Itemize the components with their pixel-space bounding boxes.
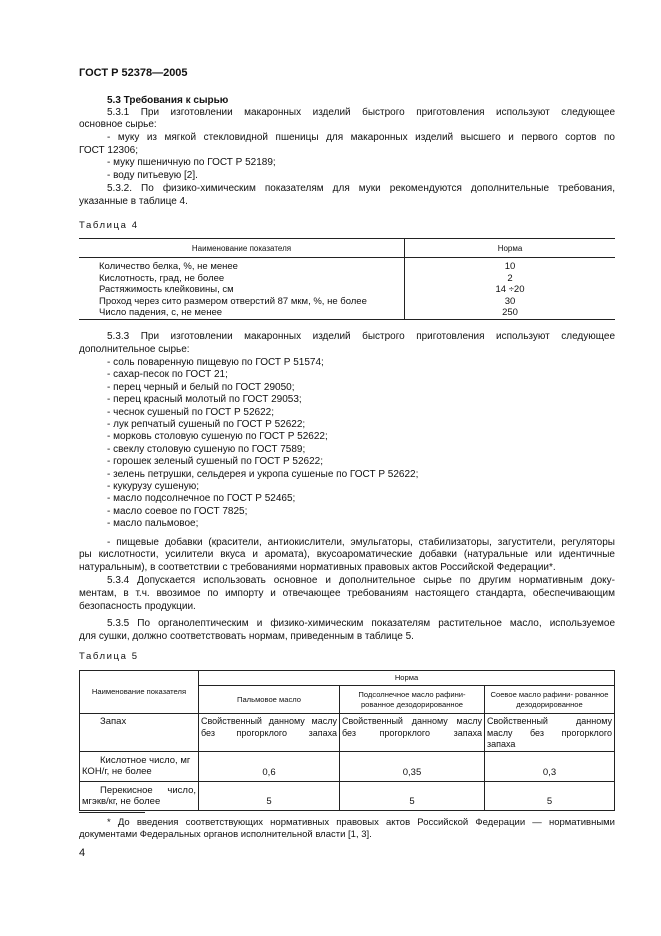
table-row [80, 751, 615, 781]
paragraph-5-3-1-line-1: 5.3.1 При изготовлении макаронных изделий быстрого приготовления используют следующее [107, 107, 615, 118]
table5-col-norm: Норма [199, 671, 615, 686]
table5-row-2-name: Кислотное число, мг КОН/г, не более [80, 751, 199, 781]
list-item: - перец красный молотый по ГОСТ 29053; [107, 394, 302, 406]
table4-col-name: Наименование показателя [79, 239, 405, 258]
list-item: - свеклу столовую сушеную по ГОСТ 7589; [107, 443, 306, 455]
table4-row-3-value: 14 ÷20 [495, 284, 525, 295]
table5-row-1-soy: Свойственный данному маслу без прогорклого запаха [485, 714, 615, 752]
paragraph-5-3-2-line-2: указанные в таблице 4. [79, 196, 188, 207]
raw-item-water: - воду питьевую [2]. [107, 170, 198, 181]
extra-raw-list [107, 357, 418, 531]
footnote-line-1: * До введения соответствующих нормативных правовых актов Российской Федерации — нормативными [107, 817, 615, 828]
paragraph-5-3-1-line-2: основное сырье: [79, 119, 157, 130]
table5-col-soy: Соевое масло рафини- рованное дезодорированное [485, 686, 615, 714]
additives-line-2: ры кислотности, усилители вкуса и аромата), вкусоароматические добавки (натуральные или идентичные [79, 549, 615, 560]
table4-col-norm: Норма [405, 239, 616, 258]
list-item: - зелень петрушки, сельдерея и укропа сушеные по ГОСТ Р 52622; [107, 468, 419, 480]
paragraph-5-3-2-line-1: 5.3.2. По физико-химическим показателям для муки рекомендуются дополнительные требования, [107, 183, 615, 194]
list-item: - лук репчатый сушеный по ГОСТ Р 52622; [107, 419, 306, 431]
table5-row-2-soy: 0,3 [485, 751, 615, 781]
table5-row-3-soy: 5 [485, 781, 615, 810]
paragraph-5-3-3-line-1: 5.3.3 При изготовлении макаронных изделий быстрого приготовления используют следующее [107, 331, 615, 342]
section-title: 5.3 Требования к сырью [107, 95, 229, 106]
list-item: - кукурузу сушеную; [107, 481, 200, 493]
table-5 [79, 670, 615, 811]
list-item: - масло подсолнечное по ГОСТ Р 52465; [107, 493, 296, 505]
table5-col-name: Наименование показателя [80, 671, 199, 714]
list-item: - масло соевое по ГОСТ 7825; [107, 505, 248, 517]
paragraph-5-3-4-line-3: безопасность продукции. [79, 601, 196, 612]
list-item: - чеснок сушеный по ГОСТ Р 52622; [107, 406, 274, 418]
raw-item-flour-cont: ГОСТ 12306; [79, 145, 138, 156]
table5-row-3-name: Перекисное число, мгэкв/кг, не более [80, 781, 199, 810]
paragraph-5-3-3-line-2: дополнительное сырье: [79, 344, 190, 355]
additives-line-3: натуральным), в соответствии с требованиями нормативных правовых актов Российской Федерации*. [79, 562, 556, 573]
list-item: - соль поваренную пищевую по ГОСТ Р 51574; [107, 357, 324, 368]
table-row [80, 714, 615, 752]
table4-row-2-name: Кислотность, град, не более [99, 272, 225, 284]
table5-caption: Таблица 5 [79, 651, 139, 662]
additives-line-1: - пищевые добавки (красители, антиокислители, эмульгаторы, стабилизаторы, загустители, регуляторы [107, 537, 615, 548]
paragraph-5-3-5-line-2: для сушки, должно соответствовать нормам, приведенным в таблице 5. [79, 631, 414, 642]
table5-row-1-sunflower: Свойственный данному маслу без прогорклого запаха [340, 714, 485, 752]
table4-row-5-name: Число падения, с, не менее [99, 307, 223, 318]
table4-row-2-value: 2 [507, 272, 513, 284]
table4-row-value [405, 258, 616, 320]
table-row [79, 258, 615, 320]
table5-col-sunflower: Подсолнечное масло рафини- рованное дезодорированное [340, 686, 485, 714]
list-item: - масло пальмовое; [107, 518, 199, 530]
list-item: - перец черный и белый по ГОСТ 29050; [107, 381, 295, 393]
list-item: - морковь столовую сушеную по ГОСТ Р 52622; [107, 431, 328, 443]
list-item: - горошек зеленый сушеный по ГОСТ Р 52622; [107, 456, 323, 468]
table4-caption: Таблица 4 [79, 220, 139, 231]
table4-row-name [79, 258, 405, 320]
table4-row-1-name: Количество белка, %, не менее [99, 261, 238, 272]
footnote-divider [79, 812, 145, 813]
list-item: - сахар-песок по ГОСТ 21; [107, 369, 228, 381]
table5-row-1-palm: Свойственный данному маслу без прогорклого запаха [199, 714, 340, 752]
table5-col-palm: Пальмовое масло [199, 686, 340, 714]
document-header: ГОСТ Р 52378—2005 [79, 67, 188, 79]
table4-row-4-value: 30 [504, 295, 516, 307]
table4-row-1-value: 10 [504, 261, 516, 272]
page-number: 4 [79, 847, 86, 859]
table4-row-4-name: Проход через сито размером отверстий 87 мкм, %, не более [99, 295, 367, 307]
table4-header-row [79, 239, 615, 258]
table5-row-1-name: Запах [80, 714, 199, 752]
table5-row-2-palm: 0,6 [199, 751, 340, 781]
table4-row-3-name: Растяжимость клейковины, см [99, 284, 234, 295]
raw-item-flour: - муку из мягкой стекловидной пшеницы для макаронных изделий высшего и первого сортов по [107, 132, 615, 143]
paragraph-5-3-5-line-1: 5.3.5 По органолептическим и физико-химическим показателям растительное масло, используемое [107, 618, 615, 629]
table-row [80, 781, 615, 810]
table4-row-5-value: 250 [502, 307, 518, 318]
table5-row-3-sunflower: 5 [340, 781, 485, 810]
paragraph-5-3-4-line-2: ментам, в т.ч. ввозимое по импорту и отвечающее требованиям настоящего стандарта, обеспечивающим [79, 588, 615, 599]
raw-item-wheat-flour: - муку пшеничную по ГОСТ Р 52189; [107, 157, 276, 168]
table5-row-2-sunflower: 0,35 [340, 751, 485, 781]
paragraph-5-3-4-line-1: 5.3.4 Допускается использовать основное и дополнительное сырье по другим нормативным доку- [107, 575, 615, 586]
footnote-line-2: документами Федеральных органов исполнительной власти [1, 3]. [79, 829, 372, 840]
table5-row-3-palm: 5 [199, 781, 340, 810]
table-4 [79, 238, 615, 320]
table5-header-row [80, 671, 615, 686]
